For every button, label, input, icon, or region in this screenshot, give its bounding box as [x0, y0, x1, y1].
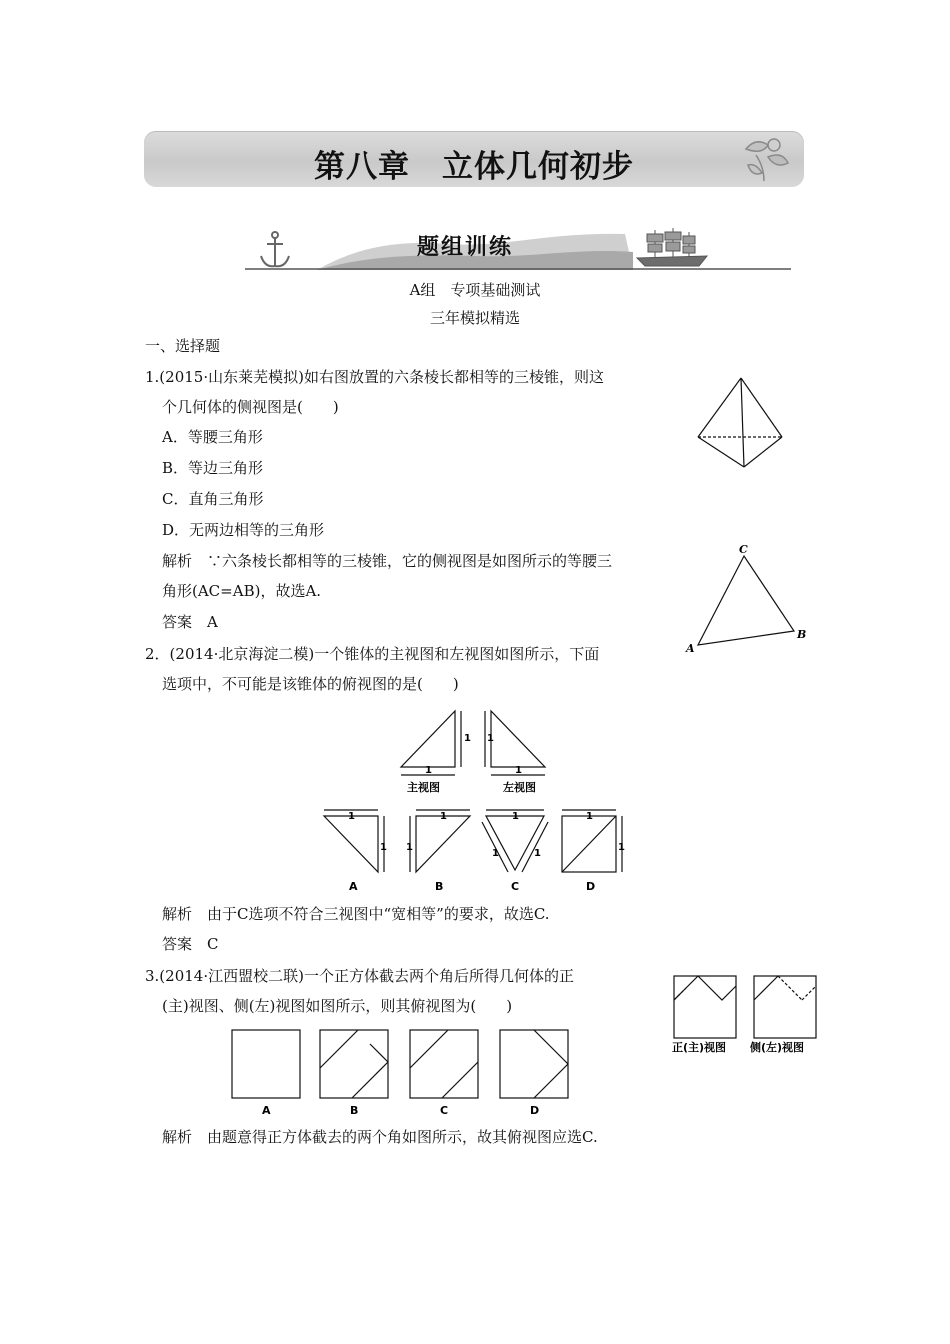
side-view-triangle-figure: [684, 542, 814, 657]
q2-option-a-label: A: [349, 880, 358, 893]
q3-views-figure: [672, 972, 824, 1058]
label-c: C: [739, 543, 748, 556]
q2-answer: 答案 C: [162, 935, 219, 953]
q3-options-figure: [228, 1026, 578, 1118]
opt-a-dim-w: 1: [348, 811, 355, 822]
q3-stem-line1: 3.(2014·江西盟校二联)一个正方体截去两个角后所得几何体的正: [145, 967, 574, 985]
section-banner: [245, 226, 791, 272]
section-banner-title: 题组训练: [417, 235, 514, 260]
label-b: B: [797, 628, 807, 641]
q2-option-c-label: C: [511, 880, 520, 893]
opt-c-dim-w: 1: [512, 811, 519, 822]
dim-left-w: 1: [515, 765, 522, 776]
q3-option-d-label: D: [530, 1104, 540, 1117]
q1-option-b: B．等边三角形: [162, 459, 264, 477]
section-heading: 一、选择题: [145, 337, 221, 355]
opt-c-dim-r: 1: [534, 848, 541, 859]
chapter-banner: [144, 131, 804, 187]
q1-option-c: C．直角三角形: [162, 490, 264, 508]
side-view-label: 侧(左)视图: [750, 1041, 805, 1054]
opt-a-dim-h: 1: [380, 842, 387, 853]
q2-stem-line2: 选项中，不可能是该锥体的俯视图的是( ): [162, 675, 459, 693]
left-view-label: 左视图: [503, 781, 536, 794]
dim-left-h: 1: [487, 733, 494, 744]
opt-b-dim-w: 1: [440, 811, 447, 822]
q2-option-d-label: D: [586, 880, 596, 893]
ship-icon: [633, 226, 713, 270]
anchor-icon: [255, 230, 295, 270]
chapter-title: 第八章 立体几何初步: [314, 149, 634, 185]
dim-main-h: 1: [464, 733, 471, 744]
opt-c-dim-l: 1: [492, 848, 499, 859]
q1-option-a: A．等腰三角形: [162, 428, 263, 446]
opt-d-dim-h: 1: [618, 842, 625, 853]
q2-options-figure: [318, 806, 630, 896]
opt-d-dim-w: 1: [586, 811, 593, 822]
flower-icon: [734, 135, 796, 185]
dim-main-w: 1: [425, 765, 432, 776]
q2-views-figure: [395, 705, 555, 795]
main-view-label: 主视图: [407, 781, 440, 794]
label-a: A: [686, 642, 695, 655]
tetrahedron-figure: [694, 372, 784, 472]
q2-stem-line1: 2．(2014·北京海淀二模)一个锥体的主视图和左视图如图所示，下面: [145, 645, 600, 663]
q1-analysis-line2: 角形(AC=AB)，故选A.: [162, 582, 322, 600]
q1-stem-line1: 1.(2015·山东莱芜模拟)如右图放置的六条棱长都相等的三棱锥，则这: [145, 368, 604, 386]
q1-option-d: D．无两边相等的三角形: [162, 521, 325, 539]
front-view-label: 正(主)视图: [672, 1041, 727, 1054]
opt-b-dim-h: 1: [406, 842, 413, 853]
q3-stem-line2: (主)视图、侧(左)视图如图所示，则其俯视图为( ): [162, 997, 513, 1015]
group-title: A组 专项基础测试: [409, 281, 541, 299]
q1-stem-line2: 个几何体的侧视图是( ): [162, 398, 339, 416]
q3-analysis: 解析 由题意得正方体截去的两个角如图所示，故其俯视图应选C.: [162, 1128, 598, 1146]
q1-answer: 答案 A: [162, 613, 218, 631]
q3-option-a-label: A: [262, 1104, 271, 1117]
q1-analysis-line1: 解析 ∵六条棱长都相等的三棱锥，它的侧视图是如图所示的等腰三: [162, 552, 613, 570]
q3-option-c-label: C: [440, 1104, 449, 1117]
subgroup-title: 三年模拟精选: [429, 309, 520, 327]
q2-option-b-label: B: [435, 880, 444, 893]
q2-analysis: 解析 由于C选项不符合三视图中“宽相等”的要求，故选C.: [162, 905, 550, 923]
q3-option-b-label: B: [350, 1104, 359, 1117]
